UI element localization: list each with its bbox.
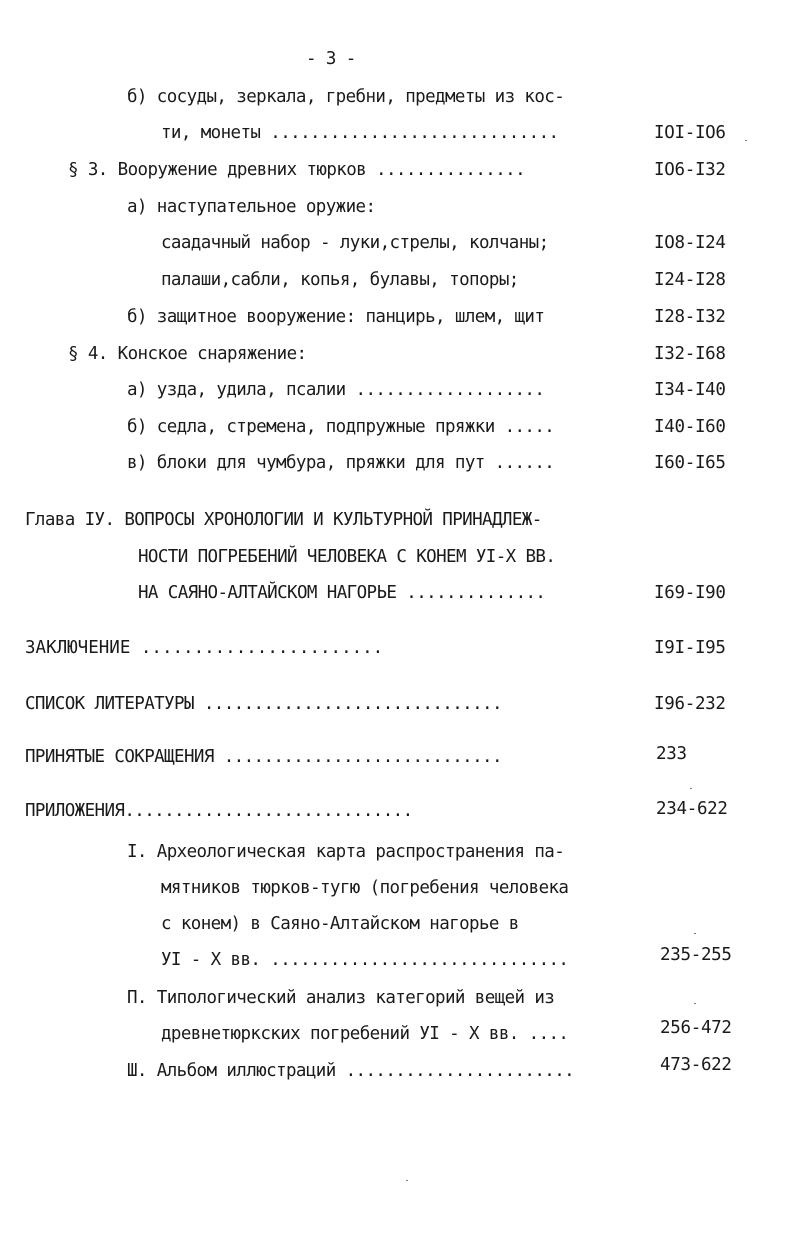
toc-entry-text: а) узда, удила, псалии ................... <box>127 380 545 400</box>
toc-entry-text: I. Археологическая карта распространения па- <box>127 842 565 862</box>
toc-entry-pages: 234-622 <box>656 799 728 819</box>
toc-entry-text: палаши,сабли, копья, булавы, топоры; <box>161 270 519 290</box>
chapter-heading: НОСТИ ПОГРЕБЕНИЙ ЧЕЛОВЕКА С КОНЕМ УI-X ВВ. <box>138 547 556 567</box>
section-appendices: ПРИЛОЖЕНИЯ............................. <box>25 801 413 821</box>
toc-entry-text: древнетюркских погребений УI - X вв. .... <box>161 1024 569 1044</box>
toc-entry-text: Ш. Альбом иллюстраций ....................... <box>127 1061 575 1081</box>
toc-entry-pages: I40-I60 <box>654 417 726 437</box>
toc-entry-pages: 256-472 <box>660 1018 732 1038</box>
toc-entry-text: б) защитное вооружение: панцирь, шлем, щит <box>127 307 545 327</box>
toc-entry-text: б) сосуды, зеркала, гребни, предметы из кос- <box>127 87 565 107</box>
toc-entry-text: П. Типологический анализ категорий вещей из <box>127 988 555 1008</box>
toc-entry-pages: I32-I68 <box>654 344 726 364</box>
toc-entry-pages: I9I-I95 <box>654 638 726 658</box>
toc-entry-text: § 3. Вооружение древних тюрков ............... <box>68 160 526 180</box>
toc-entry-pages: IO6-I32 <box>654 160 726 180</box>
section-bibliography: СПИСОК ЛИТЕРАТУРЫ .............................. <box>25 694 502 714</box>
toc-entry-text: УI - X вв. .............................. <box>161 950 569 970</box>
toc-entry-text: а) наступательное оружие: <box>127 197 376 217</box>
toc-entry-pages: I96-232 <box>654 694 726 714</box>
scan-speck <box>745 140 747 141</box>
toc-entry-pages: I28-I32 <box>654 307 726 327</box>
toc-entry-pages: 235-255 <box>660 945 732 965</box>
toc-entry-text: саадачный набор - луки,стрелы, колчаны; <box>161 233 549 253</box>
toc-entry-pages: I24-I28 <box>654 270 726 290</box>
toc-entry-pages: I60-I65 <box>654 453 726 473</box>
scan-speck <box>694 933 696 934</box>
toc-entry-text: в) блоки для чумбура, пряжки для пут ...... <box>127 453 555 473</box>
toc-entry-pages: I69-I90 <box>654 583 726 603</box>
toc-entry-text: б) седла, стремена, подпружные пряжки ..... <box>127 417 555 437</box>
toc-entry-text: мятников тюрков-тугю (погребения человека <box>161 878 569 898</box>
toc-entry-pages: 233 <box>656 744 687 764</box>
toc-entry-pages: 473-622 <box>660 1055 732 1075</box>
toc-entry-pages: I34-I40 <box>654 380 726 400</box>
page-number: - 3 - <box>306 49 356 69</box>
toc-entry-pages: IO8-I24 <box>654 233 726 253</box>
chapter-heading: Глава IУ. ВОПРОСЫ ХРОНОЛОГИИ И КУЛЬТУРНОЙ ПРИНАДЛЕЖ- <box>25 510 542 530</box>
section-abbreviations: ПРИНЯТЫЕ СОКРАЩЕНИЯ ............................ <box>25 747 502 767</box>
toc-entry-text: § 4. Конское снаряжение: <box>68 344 307 364</box>
toc-entry-text: с конем) в Саяно-Алтайском нагорье в <box>161 914 519 934</box>
toc-entry-text: ти, монеты ............................. <box>161 123 559 143</box>
toc-entry-pages: IOI-IO6 <box>654 123 726 143</box>
chapter-heading: НА САЯНО-АЛТАЙСКОМ НАГОРЬЕ .............. <box>138 583 546 603</box>
section-conclusion: ЗАКЛЮЧЕНИЕ ....................... <box>25 638 384 658</box>
scan-speck <box>694 1003 696 1004</box>
scan-speck <box>690 788 692 789</box>
scan-speck <box>406 1180 408 1181</box>
